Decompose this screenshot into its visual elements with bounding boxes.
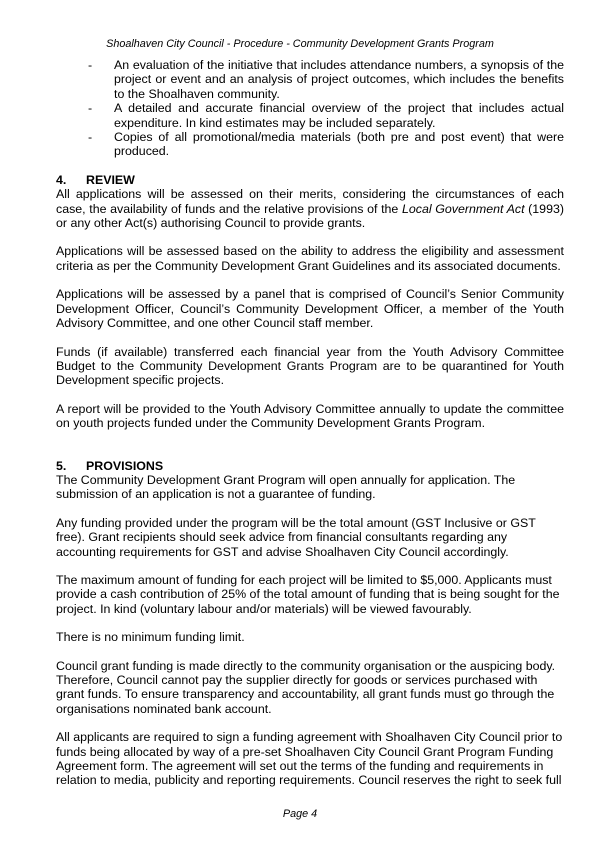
list-item-text: Copies of all promotional/media materials (both pre and post event) that were produced. (114, 130, 564, 159)
act-name: Local Government Act (401, 201, 525, 216)
section-heading-review (56, 173, 564, 187)
section-title: PROVISIONS (86, 458, 164, 473)
section-heading-provisions (56, 459, 564, 473)
page-number: Page 4 (282, 808, 318, 820)
provisions-paragraph-4: There is no minimum funding limit. (56, 630, 245, 645)
review-paragraph-1 (56, 187, 564, 230)
list-item-text: An evaluation of the initiative that includes attendance numbers, a synopsis of the project or event and an analysis of project outcomes, which includes the benefits to the Shoalhaven community. (114, 58, 564, 101)
list-item (56, 101, 564, 130)
review-paragraph-2: Applications will be assessed based on the ability to address the eligibility and assessment criteria as per the Community Development Grant Guidelines and its associated documents. (56, 244, 564, 273)
provisions-paragraph-5: Council grant funding is made directly to the community organisation or the auspicing body. Therefore, Council cannot pay the supplier directly for goods or services purchased with grant funds. To ensure transparency and accountability, all grant funds must go through the organisations nominated bank account. (56, 658, 556, 716)
review-paragraph-3: Applications will be assessed by a panel that is comprised of Council’s Senior Community Development Officer, Council’s Community Development Officer, a member of the Youth Advisory Committee, and one other Council staff member. (56, 287, 564, 331)
dash-marker: - (88, 58, 93, 72)
page-content (56, 58, 564, 788)
dash-marker: - (88, 130, 93, 145)
text-run: All applications will be assessed on their merits, considering the circumstances of each case, the availability of funds and the relative provisions of the (56, 187, 564, 216)
provisions-paragraph-1: The Community Development Grant Program will open annually for application. The submission of an application is not a guarantee of funding. (56, 472, 516, 502)
dash-marker: - (88, 101, 93, 116)
list-item-text: A detailed and accurate financial overview of the project that includes actual expenditure. In kind estimates may be included separately. (114, 101, 564, 130)
text-run: (1993) or any other Act(s) authorising Council to provide grants. (56, 201, 564, 231)
section-number: 5. (56, 458, 67, 473)
list-item (56, 58, 564, 101)
provisions-paragraph-3: The maximum amount of funding for each project will be limited to $5,000. Applicants must provide a cash contribution of 25% of the total amount of funding that is being sought for the project. In kind (voluntary labour and/or materials) will be viewed favourably. (56, 572, 560, 616)
provisions-paragraph-2: Any funding provided under the program will be the total amount (GST Inclusive or GST free). Grant recipients should seek advice from financial consultants regarding any accounting requirements for GST and advise Shoalhaven City Council accordingly. (56, 515, 536, 559)
section-number: 4. (56, 172, 67, 187)
section-title: REVIEW (86, 172, 135, 187)
report-requirements-list (56, 58, 564, 159)
review-paragraph-5: A report will be provided to the Youth Advisory Committee annually to update the committee on youth projects funded under the Community Development Grants Program. (56, 401, 564, 431)
list-item (56, 130, 564, 159)
running-header: Shoalhaven City Council - Procedure - Community Development Grants Program (106, 38, 494, 50)
provisions-paragraph-6: All applicants are required to sign a funding agreement with Shoalhaven City Council prior to funds being allocated by way of a pre-set Shoalhaven City Council Grant Program Funding Agreement form. The agreement will set out the terms of the funding and requirements in relation to media, publicity and reporting requirements. Council reserves the right to seek full (56, 730, 563, 788)
review-paragraph-4: Funds (if available) transferred each financial year from the Youth Advisory Committee Budget to the Community Development Grants Program are to be quarantined for Youth Development specific projects. (56, 344, 564, 388)
